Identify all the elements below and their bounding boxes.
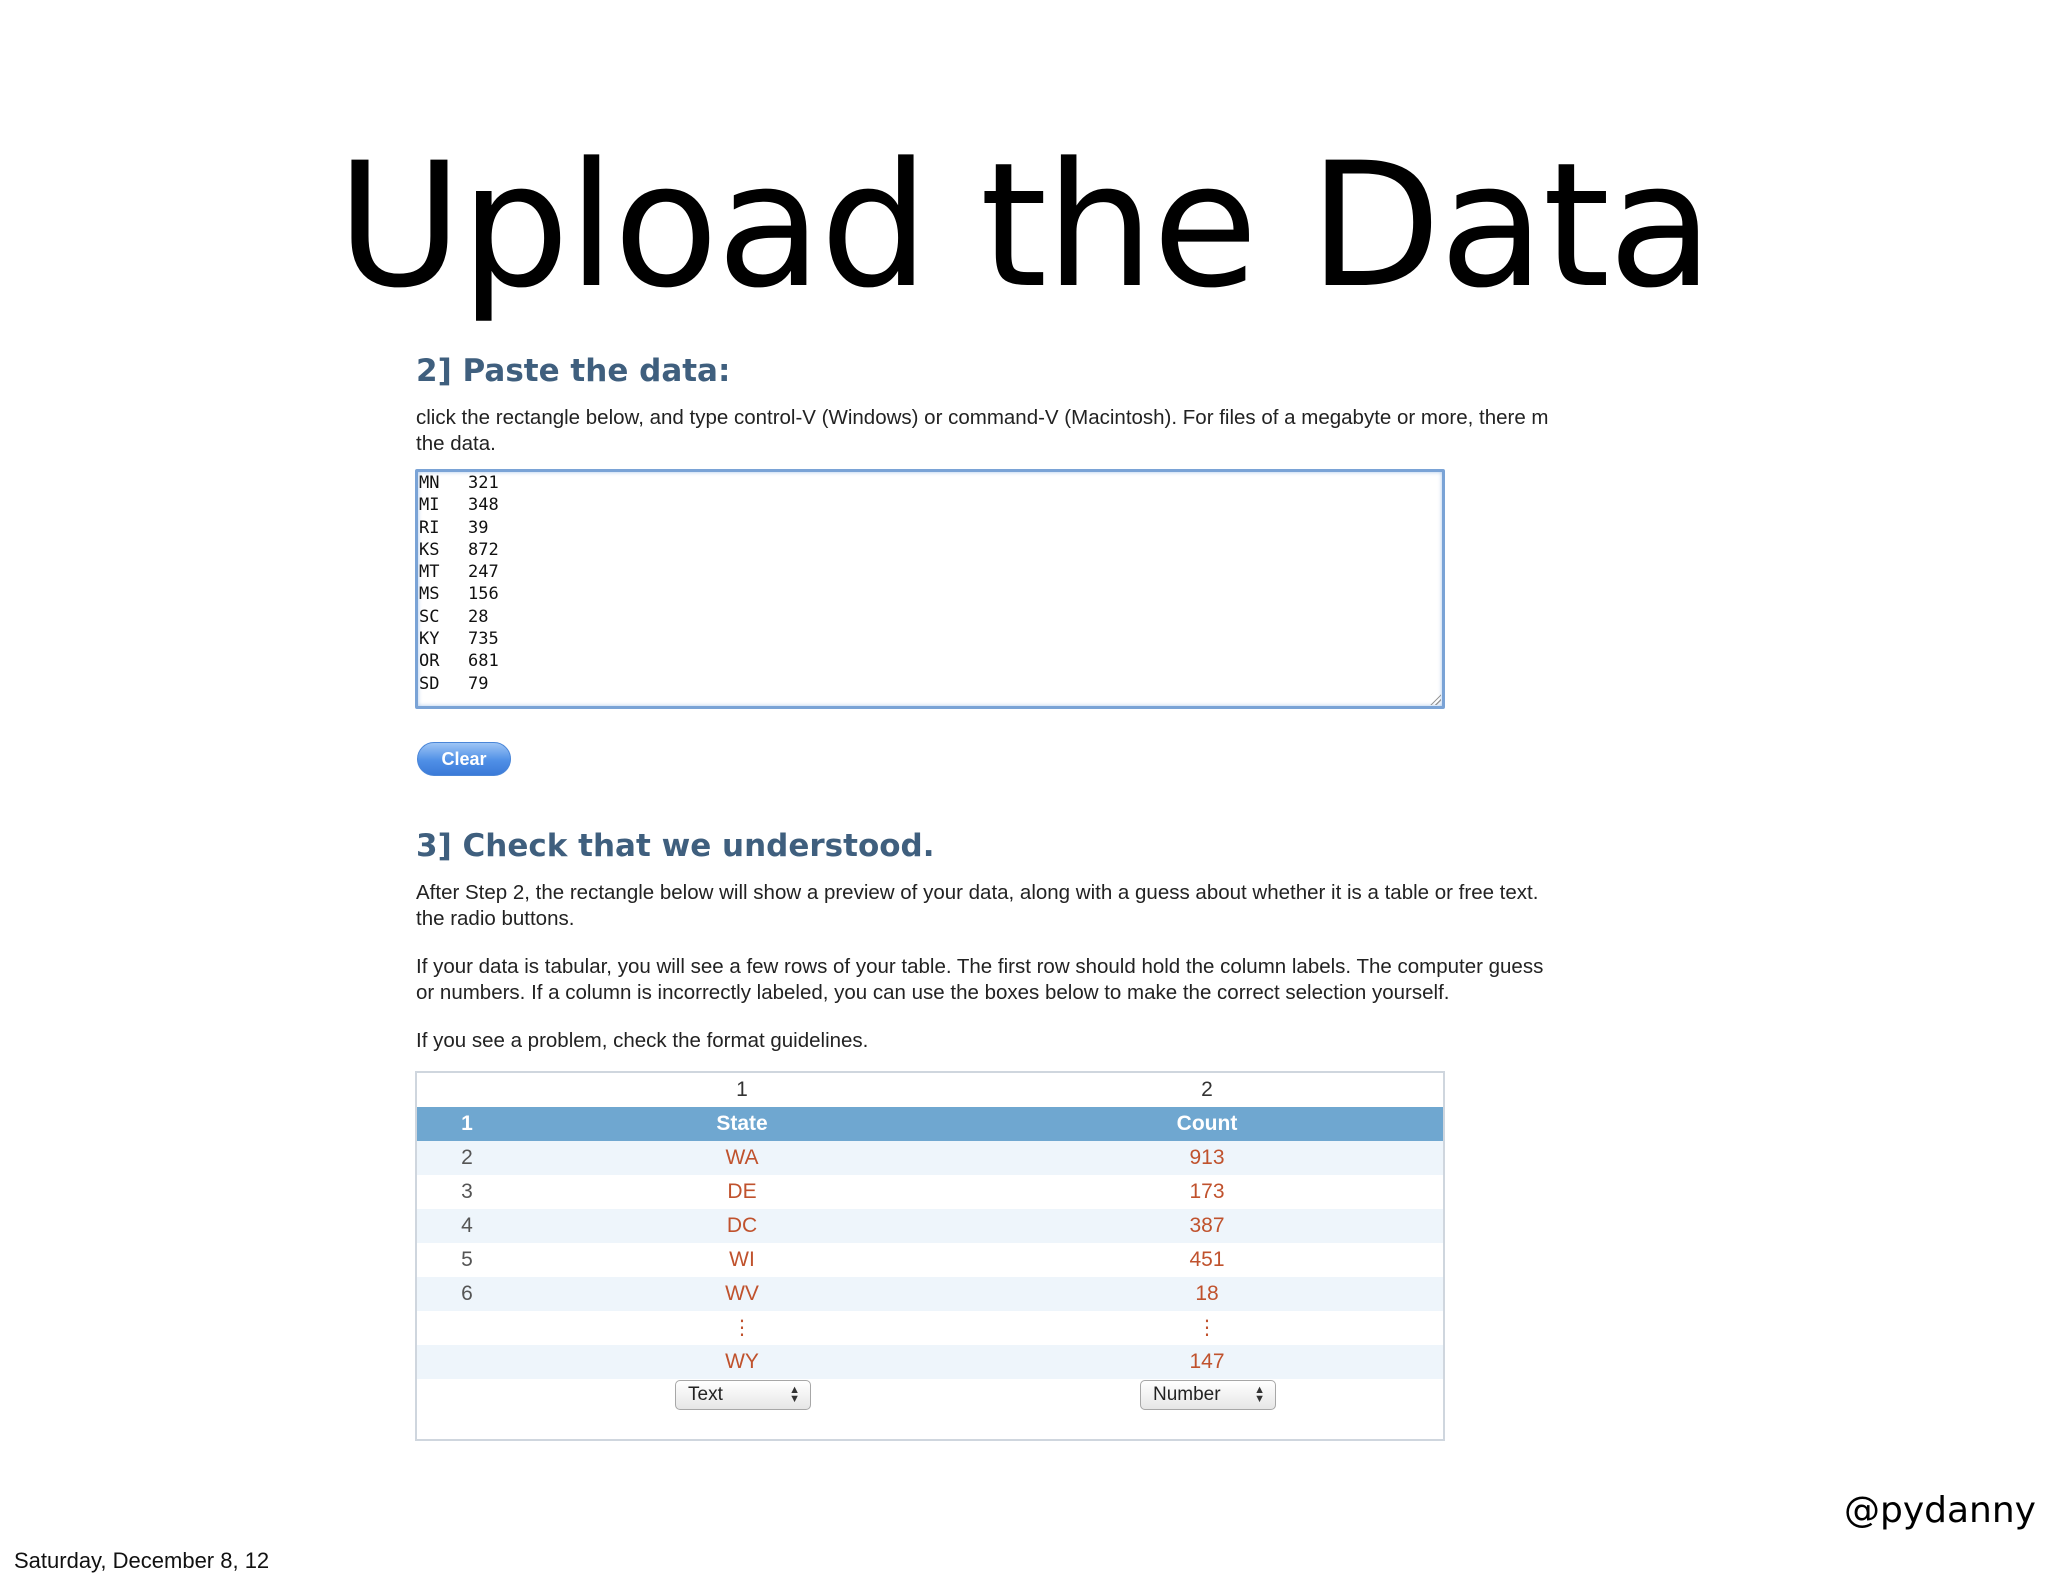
paste-count: 247 xyxy=(468,562,499,583)
paste-count: 39 xyxy=(468,517,489,538)
cell-row-number: 4 xyxy=(461,1214,473,1237)
ellipsis-row xyxy=(417,1311,1443,1345)
select-value: Number xyxy=(1153,1384,1221,1405)
cell-state: WY xyxy=(725,1350,759,1373)
step3-para1-line1: After Step 2, the rectangle below will show a preview of your data, along with a guess about whether it is a table or free text. xyxy=(416,881,1539,904)
paste-count: 156 xyxy=(468,584,499,605)
up-down-arrows-icon: ▲ ▼ xyxy=(789,1384,800,1405)
paste-line xyxy=(419,606,1442,628)
paste-line xyxy=(419,628,1442,650)
clear-button[interactable]: Clear xyxy=(417,742,511,776)
screenshot-panel xyxy=(414,345,1654,1445)
paste-line xyxy=(419,494,1442,516)
paste-data-textarea[interactable] xyxy=(415,469,1445,709)
paste-count: 79 xyxy=(468,673,489,694)
table-row xyxy=(417,1209,1443,1243)
paste-line xyxy=(419,673,1442,695)
cell-state: WI xyxy=(729,1248,755,1271)
cell-row-number: 2 xyxy=(461,1146,473,1169)
paste-count: 681 xyxy=(468,651,499,672)
paste-state: MT xyxy=(419,562,440,583)
paste-state: RI xyxy=(419,517,440,538)
header-row-number: 1 xyxy=(461,1112,473,1135)
column-number-row xyxy=(417,1073,1443,1107)
slide-date: Saturday, December 8, 12 xyxy=(14,1548,270,1573)
ellipsis: ⋮ xyxy=(1197,1317,1217,1339)
paste-line xyxy=(419,583,1442,605)
step2-heading: 2] Paste the data: xyxy=(416,353,731,389)
cell-row-number: 5 xyxy=(461,1248,473,1271)
step3-heading: 3] Check that we understood. xyxy=(416,828,935,864)
paste-state: KS xyxy=(419,539,440,560)
paste-state: SC xyxy=(419,606,440,627)
column1-type-select[interactable] xyxy=(675,1380,811,1410)
paste-line xyxy=(419,517,1442,539)
table-row xyxy=(417,1141,1443,1175)
cell-count: 913 xyxy=(1189,1146,1225,1169)
step3-para2-line1: If your data is tabular, you will see a few rows of your table. The first row should hold the column labels. The computer guess xyxy=(416,955,1544,978)
cell-count: 18 xyxy=(1195,1282,1219,1305)
step3-para2-line2: or numbers. If a column is incorrectly labeled, you can use the boxes below to make the correct selection yourself. xyxy=(416,981,1450,1004)
table-row xyxy=(417,1277,1443,1311)
table-row xyxy=(417,1345,1443,1379)
cell-state: WV xyxy=(725,1282,759,1305)
data-preview-table xyxy=(415,1071,1445,1441)
table-row xyxy=(417,1175,1443,1209)
column2-type-select[interactable] xyxy=(1140,1380,1276,1410)
table-row xyxy=(417,1243,1443,1277)
column-number: 1 xyxy=(736,1078,748,1101)
paste-state: MS xyxy=(419,584,440,605)
cell-count: 451 xyxy=(1189,1248,1225,1271)
paste-state: OR xyxy=(419,651,440,672)
paste-line xyxy=(419,472,1442,494)
cell-state: DE xyxy=(727,1180,757,1203)
cell-count: 147 xyxy=(1189,1350,1225,1373)
paste-count: 321 xyxy=(468,473,499,493)
select-value: Text xyxy=(688,1384,723,1405)
cell-count: 173 xyxy=(1189,1180,1225,1203)
cell-row-number: 3 xyxy=(461,1180,473,1203)
cell-count: 387 xyxy=(1189,1214,1225,1237)
header-state: State xyxy=(716,1112,768,1135)
cell-state: WA xyxy=(725,1146,759,1169)
ellipsis: ⋮ xyxy=(732,1317,752,1339)
header-row xyxy=(417,1107,1443,1141)
paste-count: 28 xyxy=(468,606,489,627)
cell-state: DC xyxy=(726,1214,758,1237)
paste-state: KY xyxy=(419,629,440,650)
header-count: Count xyxy=(1176,1112,1238,1135)
column-type-row xyxy=(417,1380,1443,1414)
author-handle: @pydanny xyxy=(1843,1490,2036,1531)
slide-title: Upload the Data xyxy=(336,125,1712,326)
cell-row-number: 6 xyxy=(461,1282,473,1305)
paste-lines xyxy=(419,472,1442,695)
resize-grip[interactable] xyxy=(1429,693,1441,705)
paste-line xyxy=(419,561,1442,583)
paste-line xyxy=(419,539,1442,561)
step3-para3: If you see a problem, check the format guidelines. xyxy=(416,1029,869,1052)
paste-count: 735 xyxy=(468,629,499,650)
column-number: 2 xyxy=(1201,1078,1213,1101)
step2-instruction-line1: click the rectangle below, and type control-V (Windows) or command-V (Macintosh). For files of a megabyte or more, there m xyxy=(416,406,1549,429)
step3-para1-line2: the radio buttons. xyxy=(416,907,575,930)
paste-count: 872 xyxy=(468,539,499,560)
paste-line xyxy=(419,650,1442,672)
paste-count: 348 xyxy=(468,495,499,516)
paste-state: SD xyxy=(419,673,440,694)
paste-state: MI xyxy=(419,495,440,516)
up-down-arrows-icon: ▲ ▼ xyxy=(1254,1384,1265,1405)
step2-instruction-line2: the data. xyxy=(416,432,496,455)
paste-state: MN xyxy=(419,473,440,493)
